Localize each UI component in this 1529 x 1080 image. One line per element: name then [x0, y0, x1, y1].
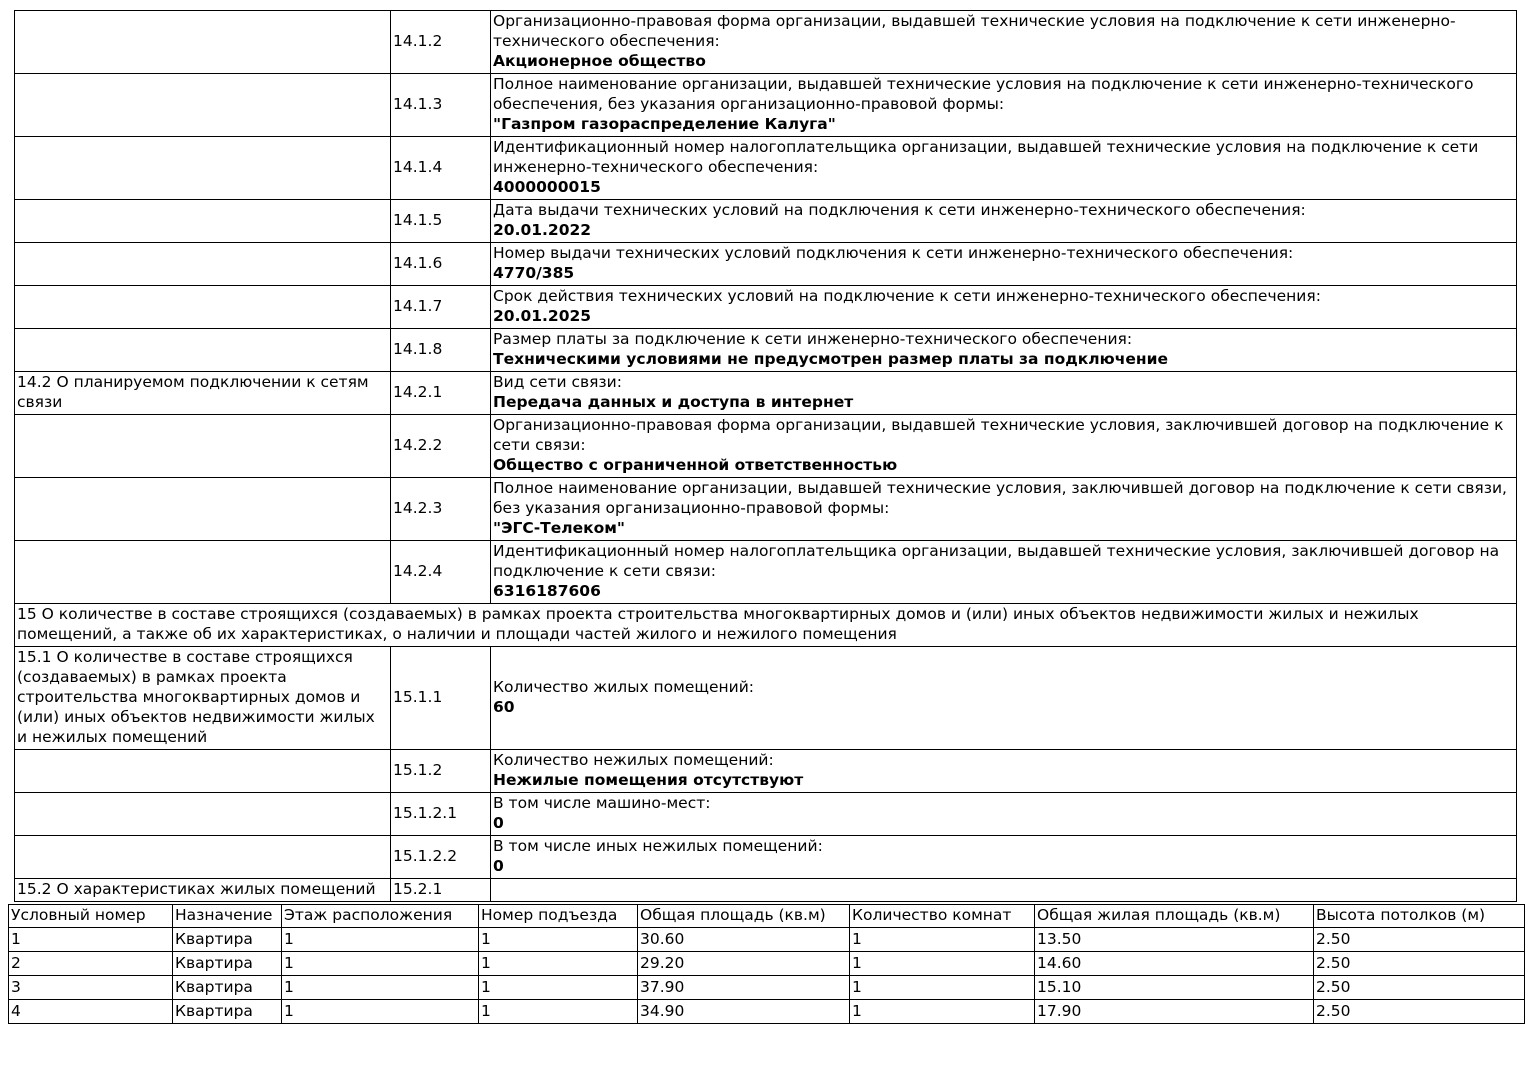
field-label: Количество нежилых помещений:: [493, 751, 774, 769]
section-header-row: [15, 604, 1517, 647]
apartment-column-header: Количество комнат: [850, 905, 1035, 928]
field-value: 60: [493, 698, 515, 716]
field-label: Организационно-правовая форма организации, выдавшей технические условия на подключение к сети инженерно-технического обеспечения:: [493, 12, 1456, 50]
item-content-cell: [491, 793, 1517, 836]
section-title-cell: [15, 750, 391, 793]
field-value: 20.01.2025: [493, 307, 592, 325]
declaration-row: [15, 137, 1517, 200]
item-content-cell: [491, 243, 1517, 286]
apartment-column-header: Номер подъезда: [479, 905, 638, 928]
field-label: Полное наименование организации, выдавшей технические условия на подключение к сети инженерно-технического обеспечения, без указания организационно-правовой формы:: [493, 75, 1474, 113]
declaration-row: [15, 879, 1517, 902]
apartment-cell: 2.50: [1314, 928, 1525, 952]
item-number-cell: 14.2.2: [391, 415, 491, 478]
apartment-cell: 34.90: [638, 1000, 850, 1024]
item-content-cell: [491, 541, 1517, 604]
field-label: Вид сети связи:: [493, 373, 622, 391]
item-content-cell: [491, 200, 1517, 243]
item-number-cell: 14.2.4: [391, 541, 491, 604]
field-label: В том числе машино-мест:: [493, 794, 711, 812]
section-title-cell: [15, 74, 391, 137]
item-number-cell: 14.1.2: [391, 11, 491, 74]
field-value: 6316187606: [493, 582, 601, 600]
field-value: 0: [493, 857, 504, 875]
item-content-cell: [491, 11, 1517, 74]
section-title-cell: [15, 836, 391, 879]
apartment-cell: 14.60: [1035, 952, 1314, 976]
apartment-cell: 2.50: [1314, 952, 1525, 976]
item-number-cell: 14.1.4: [391, 137, 491, 200]
declaration-row: [15, 286, 1517, 329]
item-number-cell: 14.1.3: [391, 74, 491, 137]
field-label: Количество жилых помещений:: [493, 678, 755, 696]
field-label: Размер платы за подключение к сети инженерно-технического обеспечения:: [493, 330, 1133, 348]
apartment-cell: 1: [479, 976, 638, 1000]
section-title-cell: [15, 286, 391, 329]
apartment-cell: 1: [850, 976, 1035, 1000]
apartment-column-header: Общая жилая площадь (кв.м): [1035, 905, 1314, 928]
apartment-cell: Квартира: [173, 1000, 282, 1024]
item-content-cell: [491, 879, 1517, 902]
item-content-cell: [491, 372, 1517, 415]
apartment-cell: 1: [9, 928, 173, 952]
apartment-column-header: Условный номер: [9, 905, 173, 928]
item-content-cell: [491, 74, 1517, 137]
apartment-cell: 2.50: [1314, 976, 1525, 1000]
item-content-cell: [491, 415, 1517, 478]
field-value: 0: [493, 814, 504, 832]
item-content-cell: [491, 286, 1517, 329]
section-title-cell: 15.1 О количестве в составе строящихся (создаваемых) в рамках проекта строительства многоквартирных домов и (или) иных объектов недвижимости жилых и нежилых помещений: [15, 647, 391, 750]
apartment-cell: 1: [282, 928, 479, 952]
apartment-cell: 4: [9, 1000, 173, 1024]
apartments-table-body: [9, 928, 1525, 1024]
item-number-cell: 15.2.1: [391, 879, 491, 902]
apartment-cell: 1: [282, 1000, 479, 1024]
declaration-table: [14, 10, 1517, 902]
field-label: Полное наименование организации, выдавшей технические условия, заключившей договор на подключение к сети связи, без указания организационно-правовой формы:: [493, 479, 1507, 517]
field-value: Нежилые помещения отсутствуют: [493, 771, 804, 789]
apartment-cell: 1: [479, 928, 638, 952]
item-number-cell: 15.1.2.2: [391, 836, 491, 879]
apartment-cell: 1: [282, 976, 479, 1000]
field-value: "ЭГС-Телеком": [493, 519, 625, 537]
apartment-cell: 37.90: [638, 976, 850, 1000]
field-value: 4000000015: [493, 178, 601, 196]
field-label: Срок действия технических условий на подключение к сети инженерно-технического обеспечения:: [493, 287, 1321, 305]
field-value: Общество с ограниченной ответственностью: [493, 456, 898, 474]
section-title-cell: 14.2 О планируемом подключении к сетям связи: [15, 372, 391, 415]
apartment-cell: 3: [9, 976, 173, 1000]
apartment-row: [9, 1000, 1525, 1024]
declaration-row: [15, 329, 1517, 372]
item-content-cell: [491, 750, 1517, 793]
declaration-row: [15, 541, 1517, 604]
apartment-cell: 1: [850, 928, 1035, 952]
section-title-cell: [15, 415, 391, 478]
item-number-cell: 15.1.1: [391, 647, 491, 750]
apartment-cell: 2.50: [1314, 1000, 1525, 1024]
apartment-column-header: Назначение: [173, 905, 282, 928]
declaration-row: [15, 647, 1517, 750]
field-label: Номер выдачи технических условий подключения к сети инженерно-технического обеспечения:: [493, 244, 1294, 262]
section-title-cell: [15, 329, 391, 372]
field-label: В том числе иных нежилых помещений:: [493, 837, 823, 855]
field-value: Передача данных и доступа в интернет: [493, 393, 854, 411]
apartment-column-header: Этаж расположения: [282, 905, 479, 928]
apartment-row: [9, 928, 1525, 952]
section-title-cell: [15, 243, 391, 286]
apartment-cell: 1: [479, 952, 638, 976]
apartment-cell: 29.20: [638, 952, 850, 976]
item-content-cell: [491, 329, 1517, 372]
apartment-cell: Квартира: [173, 952, 282, 976]
apartment-cell: 1: [282, 952, 479, 976]
declaration-row: [15, 243, 1517, 286]
item-number-cell: 14.2.1: [391, 372, 491, 415]
section-title-cell: [15, 793, 391, 836]
declaration-row: [15, 74, 1517, 137]
field-label: Идентификационный номер налогоплательщика организации, выдавшей технические условия, заключившей договор на подключение к сети связи:: [493, 542, 1500, 580]
section-title-cell: 15.2 О характеристиках жилых помещений: [15, 879, 391, 902]
item-number-cell: 14.1.5: [391, 200, 491, 243]
declaration-row: [15, 750, 1517, 793]
section-title-cell: [15, 478, 391, 541]
item-number-cell: 14.1.7: [391, 286, 491, 329]
field-value: Акционерное общество: [493, 52, 706, 70]
field-label: Дата выдачи технических условий на подключения к сети инженерно-технического обеспечения:: [493, 201, 1306, 219]
declaration-table-body: [15, 11, 1517, 902]
declaration-row: [15, 200, 1517, 243]
declaration-row: [15, 372, 1517, 415]
apartment-row: [9, 976, 1525, 1000]
field-value: "Газпром газораспределение Калуга": [493, 115, 836, 133]
apartment-row: [9, 952, 1525, 976]
field-label: Идентификационный номер налогоплательщика организации, выдавшей технические условия на подключение к сети инженерно-технического обеспечения:: [493, 138, 1479, 176]
item-number-cell: 15.1.2.1: [391, 793, 491, 836]
section-header-cell: 15 О количестве в составе строящихся (создаваемых) в рамках проекта строительства многоквартирных домов и (или) иных объектов недвижимости жилых и нежилых помещений, а также об их характеристиках, о наличии и площади частей жилого и нежилого помещения: [15, 604, 1517, 647]
field-value: Техническими условиями не предусмотрен размер платы за подключение: [493, 350, 1168, 368]
item-content-cell: [491, 478, 1517, 541]
item-number-cell: 14.2.3: [391, 478, 491, 541]
apartments-table-head: [9, 905, 1525, 928]
declaration-row: [15, 11, 1517, 74]
declaration-row: [15, 415, 1517, 478]
section-title-cell: [15, 541, 391, 604]
item-content-cell: [491, 836, 1517, 879]
apartment-cell: 30.60: [638, 928, 850, 952]
apartment-cell: Квартира: [173, 976, 282, 1000]
apartment-cell: 17.90: [1035, 1000, 1314, 1024]
field-value: 20.01.2022: [493, 221, 592, 239]
section-title-cell: [15, 137, 391, 200]
item-content-cell: [491, 647, 1517, 750]
apartment-cell: 1: [479, 1000, 638, 1024]
apartment-cell: 2: [9, 952, 173, 976]
declaration-row: [15, 836, 1517, 879]
apartment-cell: Квартира: [173, 928, 282, 952]
field-value: 4770/385: [493, 264, 575, 282]
item-number-cell: 14.1.8: [391, 329, 491, 372]
apartment-cell: 13.50: [1035, 928, 1314, 952]
apartment-column-header: Общая площадь (кв.м): [638, 905, 850, 928]
apartment-cell: 1: [850, 952, 1035, 976]
field-label: Организационно-правовая форма организации, выдавшей технические условия, заключившей договор на подключение к сети связи:: [493, 416, 1504, 454]
section-title-cell: [15, 11, 391, 74]
apartments-table: [8, 904, 1525, 1024]
item-content-cell: [491, 137, 1517, 200]
item-number-cell: 14.1.6: [391, 243, 491, 286]
apartment-cell: 15.10: [1035, 976, 1314, 1000]
item-number-cell: 15.1.2: [391, 750, 491, 793]
declaration-row: [15, 793, 1517, 836]
apartment-cell: 1: [850, 1000, 1035, 1024]
section-title-cell: [15, 200, 391, 243]
apartment-column-header: Высота потолков (м): [1314, 905, 1525, 928]
apartments-header-row: [9, 905, 1525, 928]
declaration-row: [15, 478, 1517, 541]
